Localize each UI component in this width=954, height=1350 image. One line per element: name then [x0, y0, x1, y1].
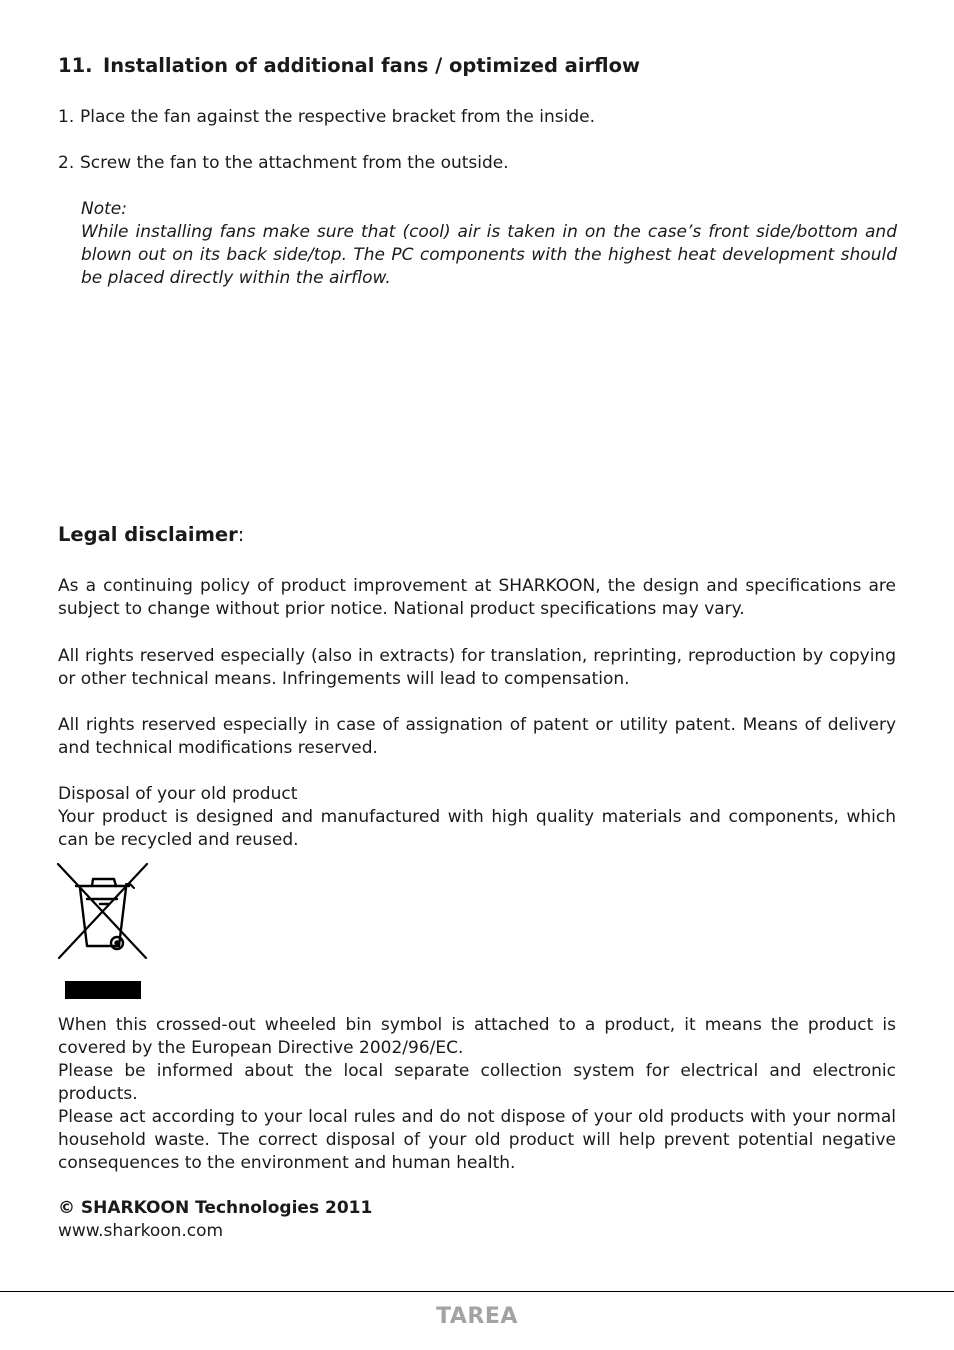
disposal-line-1: When this crossed-out wheeled bin symbol is attached to a product, it means the product is covered by the European Directive 2002/96/EC.	[58, 1015, 896, 1058]
step-number: 2.	[58, 153, 75, 173]
footer-brand-name: TAREA	[436, 1304, 518, 1329]
legal-paragraph-2: All rights reserved especially (also in extracts) for translation, reprinting, reproduction by copying or other technical means. Infringements will lead to compensation.	[58, 646, 896, 689]
disposal-intro: Your product is designed and manufactured with high quality materials and components, which can be recycled and reused.	[58, 807, 896, 850]
step-2	[58, 152, 918, 175]
step-1	[58, 106, 918, 129]
disposal-line-3: Please act according to your local rules and do not dispose of your old products with your normal household waste. The correct disposal of your old product will help prevent potential negative consequences to the environment and human health.	[58, 1107, 896, 1173]
section-title: Installation of additional fans / optimized airflow	[103, 54, 641, 77]
disposal-line-2: Please be informed about the local separate collection system for electrical and electronic products.	[58, 1061, 896, 1104]
website-link[interactable]: www.sharkoon.com	[58, 1221, 224, 1241]
section-number: 11.	[58, 54, 93, 77]
legal-paragraph-1: As a continuing policy of product improvement at SHARKOON, the design and specifications are subject to change without prior notice. National product specifications may vary.	[58, 576, 896, 619]
note-label: Note:	[81, 199, 127, 219]
crossed-out-wheeled-bin-icon	[56, 862, 150, 960]
legal-title-colon: :	[237, 523, 245, 546]
step-number: 1.	[58, 107, 75, 127]
legal-paragraph-3: All rights reserved especially in case of assignation of patent or utility patent. Means of delivery and technical modifications reserved.	[58, 715, 896, 758]
footer-divider	[0, 1291, 954, 1292]
section-heading	[58, 54, 640, 77]
step-text: Screw the fan to the attachment from the outside.	[80, 153, 509, 173]
legal-title-text: Legal disclaimer	[58, 523, 238, 546]
disposal-heading: Disposal of your old product	[58, 784, 298, 804]
legal-disclaimer-heading	[58, 523, 244, 546]
step-text: Place the fan against the respective bracket from the inside.	[80, 107, 595, 127]
copyright-notice: © SHARKOON Technologies 2011	[58, 1198, 373, 1218]
weee-underline-bar	[65, 981, 141, 999]
note-text: While installing fans make sure that (cool) air is taken in on the case’s front side/bottom and blown out on its back side/top. The PC components with the highest heat development should be placed directly within the airflow.	[81, 222, 897, 288]
